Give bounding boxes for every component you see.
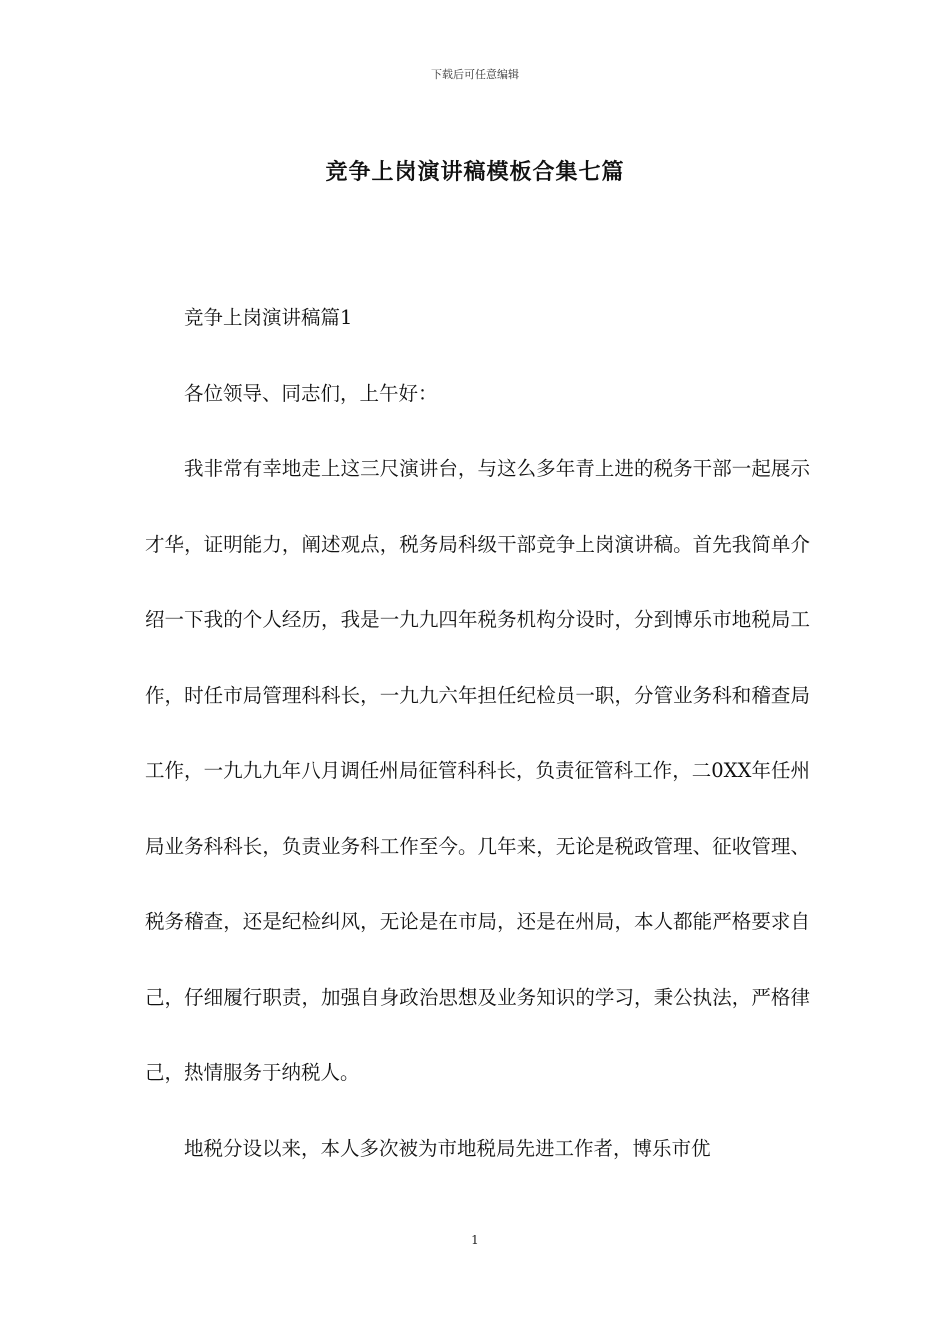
header-note: 下载后可任意编辑 [431,68,519,81]
page-number: 1 [471,1233,479,1247]
body-paragraph: 我非常有幸地走上这三尺演讲台，与这么多年青上进的税务干部一起展示才华，证明能力，阐述观点，税务局科级干部竞争上岗演讲稿。首先我简单介绍一下我的个人经历，我是一九九四年税务机构分设时，分到博乐市地税局工作，时任市局管理科科长，一九九六年担任纪检员一职，分管业务科和稽查局工作，一九九九年八月调任州局征管科科长，负责征管科工作，二0XX年任州局业务科科长，负责业务科工作至今。几年来，无论是税政管理、征收管理、税务稽查，还是纪检纠风，无论是在市局，还是在州局，本人都能严格要求自己，仔细履行职责，加强自身政治思想及业务知识的学习，秉公执法，严格律己，热情服务于纳税人。 [145,457,810,1084]
body-paragraph: 地税分设以来，本人多次被为市地税局先进工作者，博乐市优 [184,1136,711,1160]
document-body [145,280,810,1186]
salutation-paragraph: 各位领导、同志们，上午好： [184,381,438,405]
section-heading: 竞争上岗演讲稿篇1 [184,306,353,329]
document-title: 竞争上岗演讲稿模板合集七篇 [325,159,625,185]
